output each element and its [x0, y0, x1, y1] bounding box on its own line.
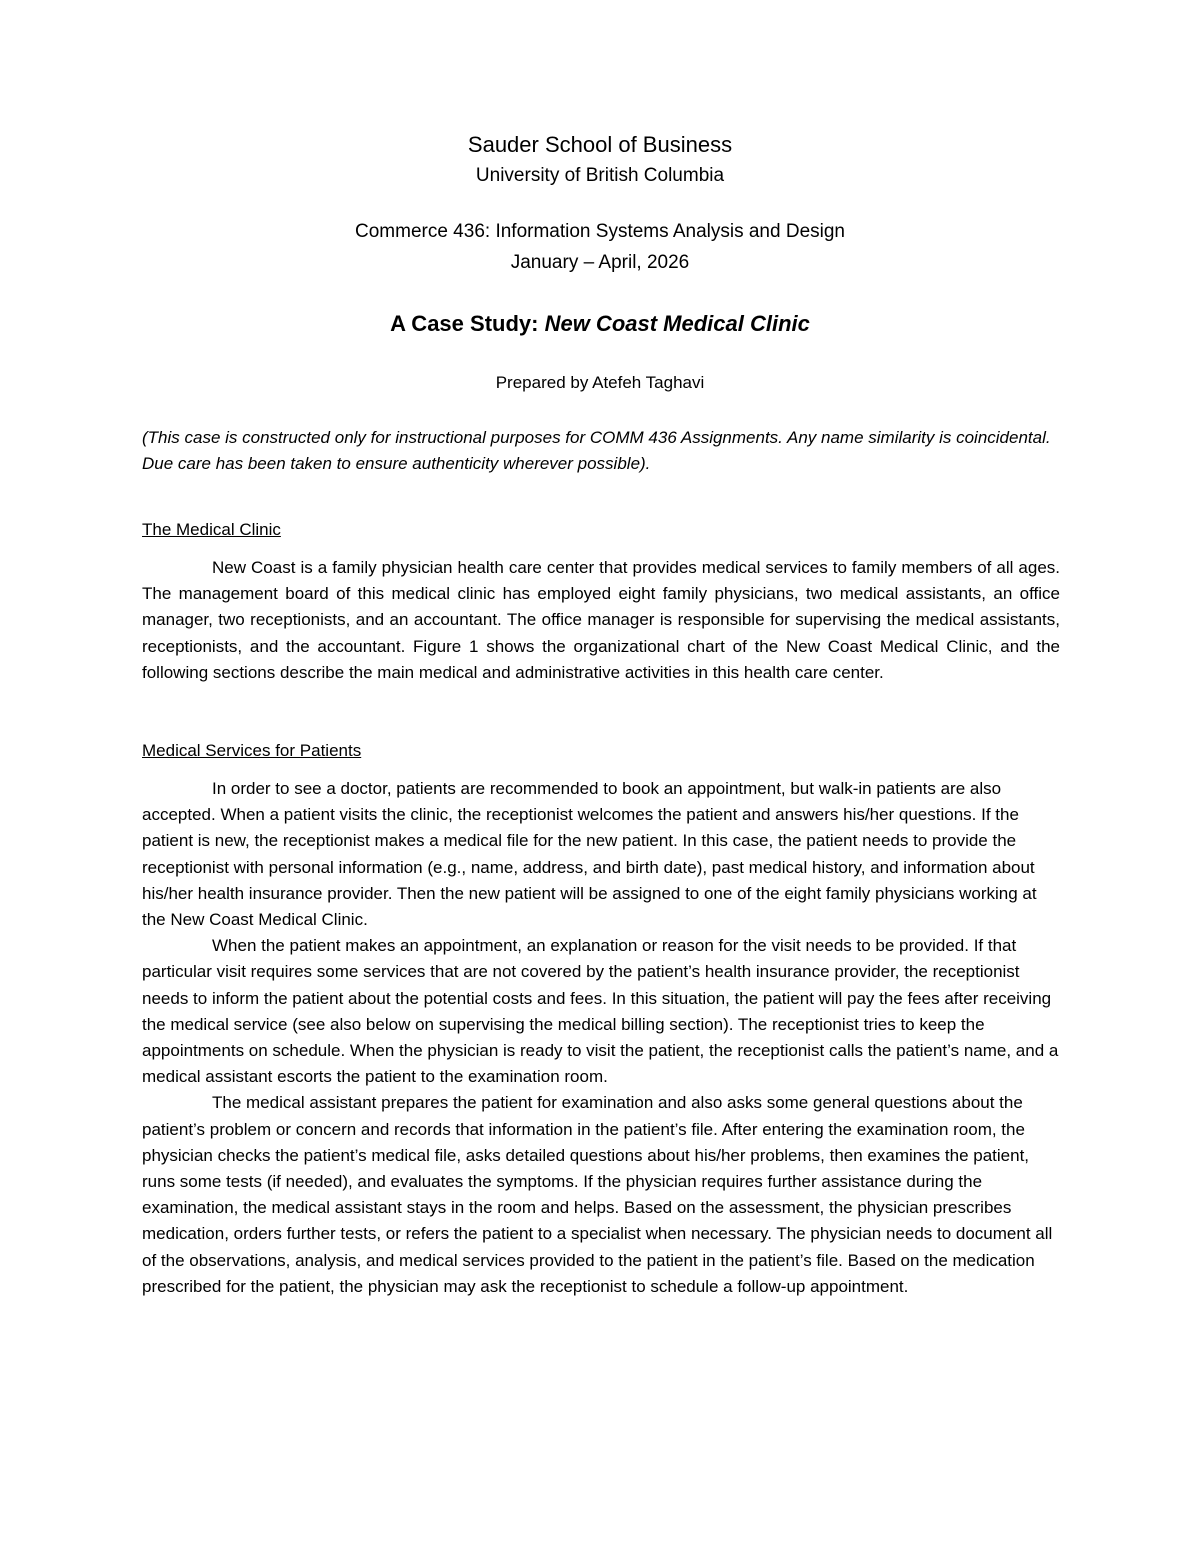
school-name: Sauder School of Business — [467, 132, 733, 157]
section-body-medical-services — [142, 776, 1060, 1300]
section-heading-medical-services: Medical Services for Patients — [142, 741, 362, 760]
author-line: Prepared by Atefeh Taghavi — [495, 373, 705, 392]
case-study-title-prefix: A Case Study: — [390, 311, 545, 336]
course-term: January – April, 2026 — [510, 252, 690, 273]
course-title: Commerce 436: Information Systems Analysis and Design — [355, 221, 845, 242]
section-heading-medical-clinic: The Medical Clinic — [142, 520, 281, 539]
paragraph: The medical assistant prepares the patient for examination and also asks some general questions about the patient’s problem or concern and records that information in the patient’s file. After entering the examination room, the physician checks the patient’s medical file, asks detailed questions about his/her problems, then examines the patient, runs some tests (if needed), and evaluates the symptoms. If the physician requires further assistance during the examination, the medical assistant stays in the room and helps. Based on the assessment, the physician prescribes medication, orders further tests, or refers the patient to a specialist when necessary. The physician needs to document all of the observations, analysis, and medical services provided to the patient in the patient’s file. Based on the medication prescribed for the patient, the physician may ask the receptionist to schedule a follow-up appointment. — [142, 1093, 1053, 1296]
disclaimer-note: (This case is constructed only for instructional purposes for COMM 436 Assignments. Any name similarity is coincidental. Due care has been taken to ensure authenticity wherever possible). — [142, 428, 1051, 474]
paragraph: In order to see a doctor, patients are recommended to book an appointment, but walk-in patients are also accepted. When a patient visits the clinic, the receptionist welcomes the patient and answers his/her questions. If the patient is new, the receptionist makes a medical file for the new patient. In this case, the patient needs to provide the receptionist with personal information (e.g., name, address, and birth date), past medical history, and information about his/her health insurance provider. Then the new patient will be assigned to one of the eight family physicians working at the New Coast Medical Clinic. — [142, 779, 1037, 930]
case-study-title — [0, 309, 1200, 339]
paragraph: When the patient makes an appointment, an explanation or reason for the visit needs to be provided. If that particular visit requires some services that are not covered by the patient’s health insurance provider, the receptionist needs to inform the patient about the potential costs and fees. In this situation, the patient will pay the fees after receiving the medical service (see also below on supervising the medical billing section). The receptionist tries to keep the appointments on schedule. When the physician is ready to visit the patient, the receptionist calls the patient’s name, and a medical assistant escorts the patient to the examination room. — [142, 936, 1059, 1087]
section-body-medical-clinic — [142, 555, 1060, 686]
university-name: University of British Columbia — [475, 165, 725, 186]
case-study-title-name: New Coast Medical Clinic — [544, 311, 810, 336]
paragraph: New Coast is a family physician health care center that provides medical services to family members of all ages. The management board of this medical clinic has employed eight family physicians, two medical assistants, an office manager, two receptionists, and an accountant. The office manager is responsible for supervising the medical assistants, receptionists, and the accountant. Figure 1 shows the organizational chart of the New Coast Medical Clinic, and the following sections describe the main medical and administrative activities in this health care center. — [142, 558, 1060, 682]
